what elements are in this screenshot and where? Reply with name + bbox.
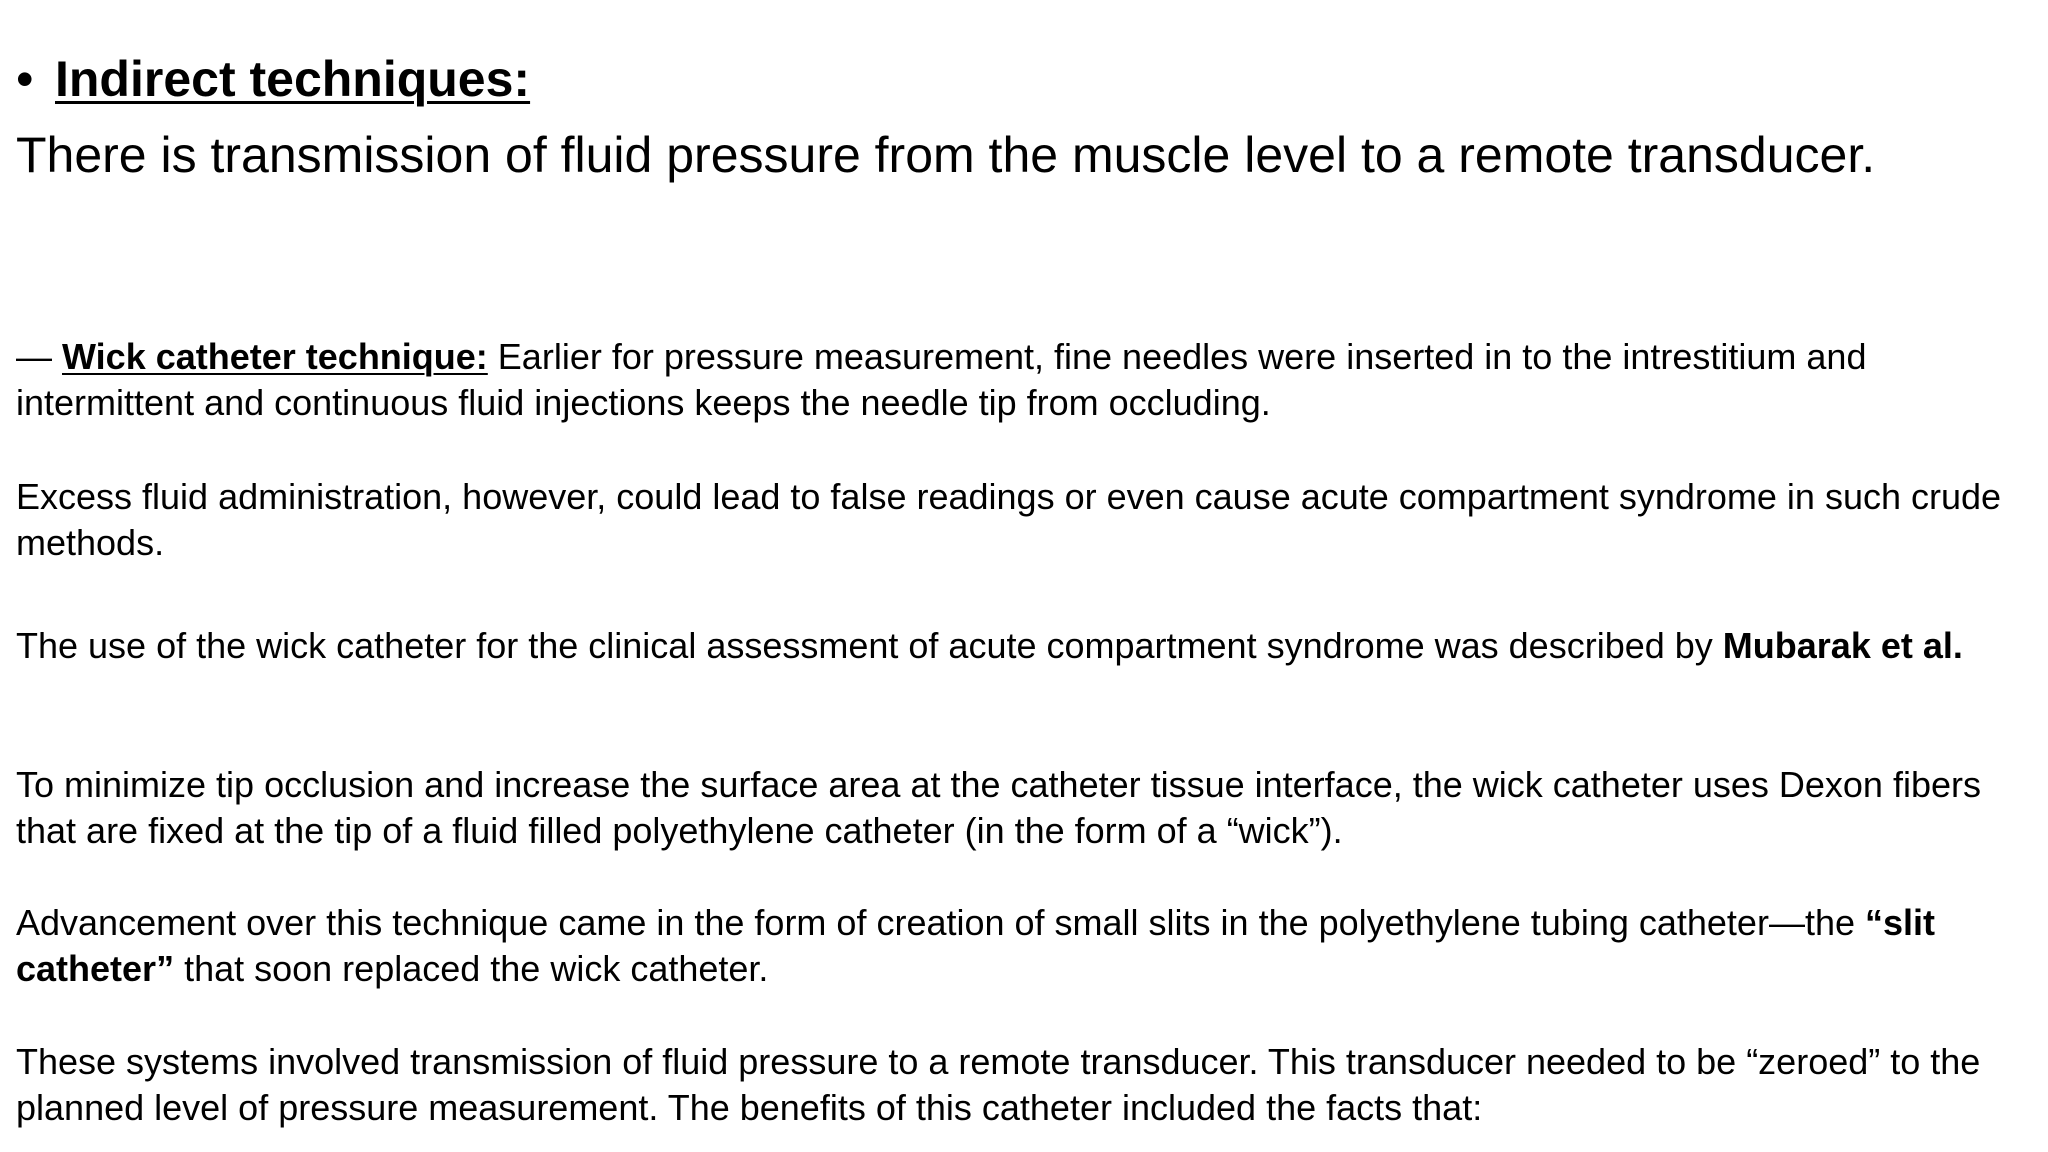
author-citation: Mubarak et al. [1722, 625, 1963, 666]
excess-fluid-paragraph: Excess fluid administration, however, could lead to false readings or even cause acute compartment syndrome in such crude methods. [16, 476, 2002, 563]
advancement-tail: that soon replaced the wick catheter. [174, 948, 769, 989]
wick-use-paragraph [16, 623, 2036, 669]
slide-heading: Indirect techniques: [55, 51, 531, 107]
em-dash: — [16, 336, 63, 377]
advancement-text: Advancement over this technique came in the form of creation of small slits in the polyethylene tubing catheter—the [16, 902, 1865, 943]
slit-catheter-paragraph [16, 900, 2036, 992]
tip-occlusion-paragraph: To minimize tip occlusion and increase the surface area at the catheter tissue interface, the wick catheter uses Dexon fibers that are fixed at the tip of a fluid filled polyethylene catheter (in the form of a “wick”). [16, 764, 1981, 851]
wick-catheter-text: Earlier for pressure measurement, fine needles were inserted in to the intrestitium and intermittent and continuous fluid injections keeps the needle tip from occluding. [16, 336, 1867, 423]
wick-use-text: The use of the wick catheter for the clinical assessment of acute compartment syndrome was described by [16, 625, 1723, 666]
intro-sentence: There is transmission of fluid pressure from the muscle level to a remote transducer. [16, 127, 1876, 183]
heading-row [16, 48, 530, 110]
wick-catheter-paragraph [16, 334, 2036, 426]
slit-catheter-term: “slit catheter” [16, 902, 1936, 989]
transducer-paragraph: These systems involved transmission of fluid pressure to a remote transducer. This transducer needed to be “zeroed” to the planned level of pressure measurement. The benefits of this catheter included the facts that: [16, 1041, 1981, 1128]
bullet-icon: • [16, 51, 34, 107]
wick-catheter-heading: Wick catheter technique: [62, 336, 488, 377]
